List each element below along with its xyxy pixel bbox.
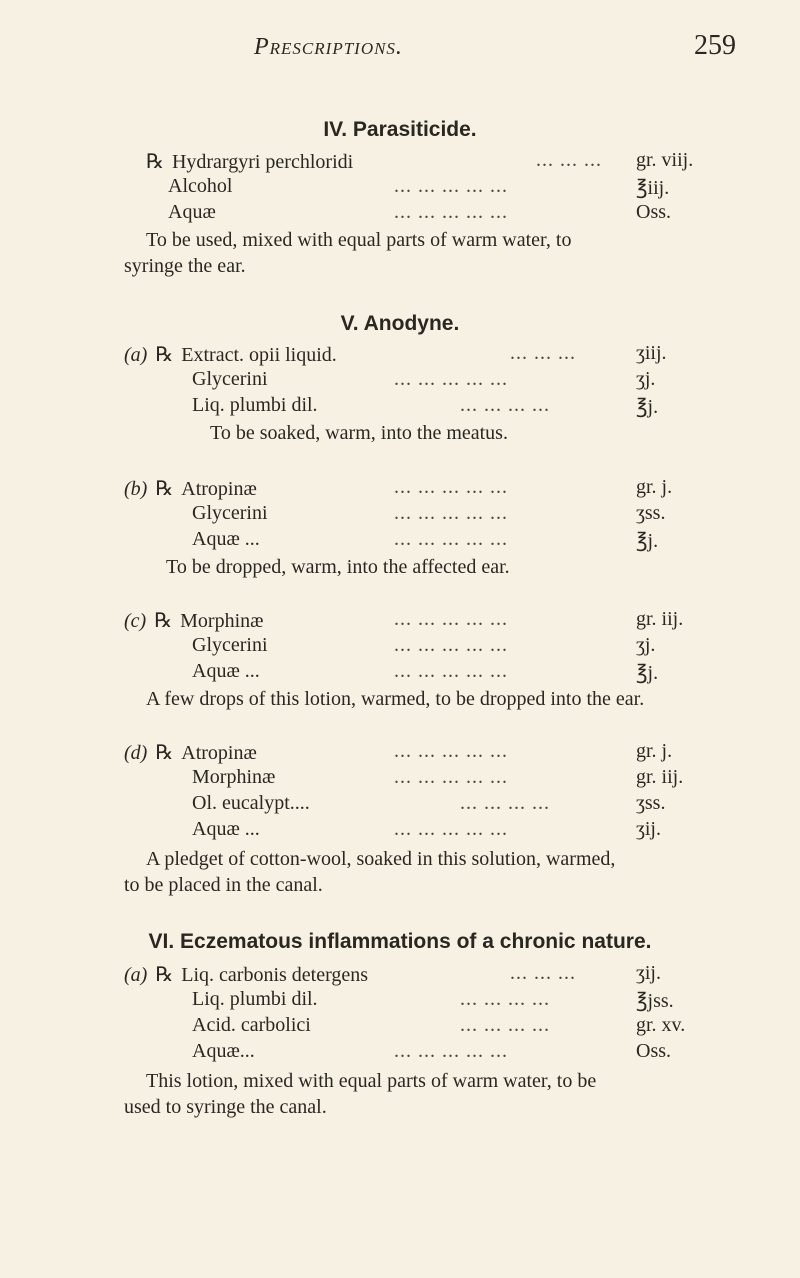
ingredient-quantity: ʒij. xyxy=(636,818,661,840)
rx-line xyxy=(0,368,800,394)
ingredient-name: Aquæ ... xyxy=(192,528,260,550)
leader-dots: ... ... ... ... ... xyxy=(394,368,508,390)
direction-note: to be placed in the canal. xyxy=(124,874,323,896)
recipe-symbol: ℞ xyxy=(155,742,174,764)
rx-line xyxy=(0,766,800,792)
ingredient-quantity: ʒss. xyxy=(636,502,666,524)
item-tag: (a) xyxy=(124,344,148,366)
ingredient-quantity: gr. iij. xyxy=(636,766,684,788)
ingredient-quantity: gr. xv. xyxy=(636,1014,686,1036)
rx-line xyxy=(0,792,800,818)
item-tag: (a) xyxy=(124,964,148,986)
recipe-symbol: ℞ xyxy=(155,964,174,986)
leader-dots: ... ... ... ... xyxy=(460,394,550,416)
ingredient-quantity: ʒj. xyxy=(636,634,656,656)
recipe-symbol: ℞ xyxy=(154,610,173,632)
ingredient-name: Liq. carbonis detergens xyxy=(181,964,369,986)
leader-dots: ... ... ... ... xyxy=(460,1014,550,1036)
rx-line xyxy=(0,1040,800,1066)
ingredient-name: Glycerini xyxy=(192,368,268,390)
ingredient-quantity: ℥j. xyxy=(636,396,659,418)
ingredient-quantity: Oss. xyxy=(636,201,672,223)
direction-note: This lotion, mixed with equal parts of warm water, to be xyxy=(146,1070,597,1092)
item-tag: (c) xyxy=(124,610,147,632)
leader-dots: ... ... ... ... ... xyxy=(394,528,508,550)
rx-line xyxy=(0,394,800,420)
direction-note: To be dropped, warm, into the affected ear. xyxy=(166,556,510,578)
ingredient-name: Morphinæ xyxy=(192,766,276,788)
ingredient-name: Extract. opii liquid. xyxy=(181,344,337,366)
leader-dots: ... ... ... ... ... xyxy=(394,740,508,762)
ingredient-name: Glycerini xyxy=(192,634,268,656)
rx-line xyxy=(0,476,800,502)
rx-line xyxy=(0,342,800,368)
ingredient-quantity: ʒiij. xyxy=(636,342,667,364)
rx-line xyxy=(0,1014,800,1040)
rx-line xyxy=(0,608,800,634)
direction-note: A few drops of this lotion, warmed, to be dropped into the ear. xyxy=(146,688,645,710)
ingredient-quantity: gr. j. xyxy=(636,476,673,498)
ingredient-name: Alcohol xyxy=(168,175,233,197)
leader-dots: ... ... ... ... ... xyxy=(394,502,508,524)
ingredient-name: Acid. carbolici xyxy=(192,1014,311,1036)
ingredient-quantity: gr. viij. xyxy=(636,149,694,171)
ingredient-name: Aquæ ... xyxy=(192,660,260,682)
leader-dots: ... ... ... ... ... xyxy=(394,818,508,840)
running-head xyxy=(0,30,800,70)
ingredient-quantity: ʒss. xyxy=(636,792,666,814)
direction-note: A pledget of cotton-wool, soaked in this solution, warmed, xyxy=(146,848,616,870)
recipe-symbol: ℞ xyxy=(155,478,174,500)
ingredient-quantity: ʒij. xyxy=(636,962,661,984)
ingredient-name: Hydrargyri perchloridi xyxy=(171,151,354,173)
rx-line xyxy=(0,962,800,988)
direction-note: syringe the ear. xyxy=(124,255,246,277)
rx-line xyxy=(0,740,800,766)
section-title-anodyne: V. Anodyne. xyxy=(340,312,460,335)
leader-dots: ... ... ... ... ... xyxy=(394,660,508,682)
leader-dots: ... ... ... ... ... xyxy=(394,634,508,656)
leader-dots: ... ... ... xyxy=(510,342,576,364)
direction-note: To be soaked, warm, into the meatus. xyxy=(210,422,508,444)
ingredient-name: Ol. eucalypt.... xyxy=(192,792,310,814)
leader-dots: ... ... ... ... ... xyxy=(394,608,508,630)
rx-line xyxy=(0,660,800,686)
rx-line xyxy=(0,634,800,660)
ingredient-name: Atropinæ xyxy=(181,478,257,500)
rx-line xyxy=(0,149,800,175)
leader-dots: ... ... ... xyxy=(536,149,602,171)
ingredient-name: Morphinæ xyxy=(180,610,264,632)
item-tag: (d) xyxy=(124,742,148,764)
ingredient-quantity: gr. iij. xyxy=(636,608,684,630)
ingredient-quantity: ℥j. xyxy=(636,530,659,552)
ingredient-name: Liq. plumbi dil. xyxy=(192,394,318,416)
leader-dots: ... ... ... xyxy=(510,962,576,984)
section-title-parasiticide: IV. Parasiticide. xyxy=(323,118,477,141)
ingredient-quantity: Oss. xyxy=(636,1040,672,1062)
ingredient-name: Aquæ xyxy=(168,201,216,223)
leader-dots: ... ... ... ... xyxy=(460,792,550,814)
leader-dots: ... ... ... ... ... xyxy=(394,201,508,223)
item-tag: (b) xyxy=(124,478,148,500)
ingredient-name: Liq. plumbi dil. xyxy=(192,988,318,1010)
direction-note: used to syringe the canal. xyxy=(124,1096,327,1118)
rx-line xyxy=(0,502,800,528)
rx-line xyxy=(0,201,800,227)
leader-dots: ... ... ... ... ... xyxy=(394,766,508,788)
leader-dots: ... ... ... ... ... xyxy=(394,476,508,498)
ingredient-quantity: ℥j. xyxy=(636,662,659,684)
ingredient-name: Aquæ ... xyxy=(192,818,260,840)
ingredient-name: Atropinæ xyxy=(181,742,257,764)
rx-line xyxy=(0,818,800,844)
ingredient-quantity: ʒj. xyxy=(636,368,656,390)
recipe-symbol: ℞ xyxy=(155,344,174,366)
leader-dots: ... ... ... ... ... xyxy=(394,175,508,197)
ingredient-quantity: ℥jss. xyxy=(636,990,674,1012)
section-title-eczematous: VI. Eczematous inflammations of a chronic nature. xyxy=(148,930,652,953)
ingredient-name: Glycerini xyxy=(192,502,268,524)
ingredient-name: Aquæ... xyxy=(192,1040,255,1062)
running-head-title: Prescriptions. xyxy=(254,34,403,60)
ingredient-quantity: gr. j. xyxy=(636,740,673,762)
page-number: 259 xyxy=(694,30,736,61)
rx-line xyxy=(0,175,800,201)
leader-dots: ... ... ... ... ... xyxy=(394,1040,508,1062)
rx-line xyxy=(0,528,800,554)
recipe-symbol: ℞ xyxy=(146,151,164,173)
rx-line xyxy=(0,988,800,1014)
ingredient-quantity: ℥iij. xyxy=(636,177,670,199)
leader-dots: ... ... ... ... xyxy=(460,988,550,1010)
direction-note: To be used, mixed with equal parts of warm water, to xyxy=(146,229,572,251)
